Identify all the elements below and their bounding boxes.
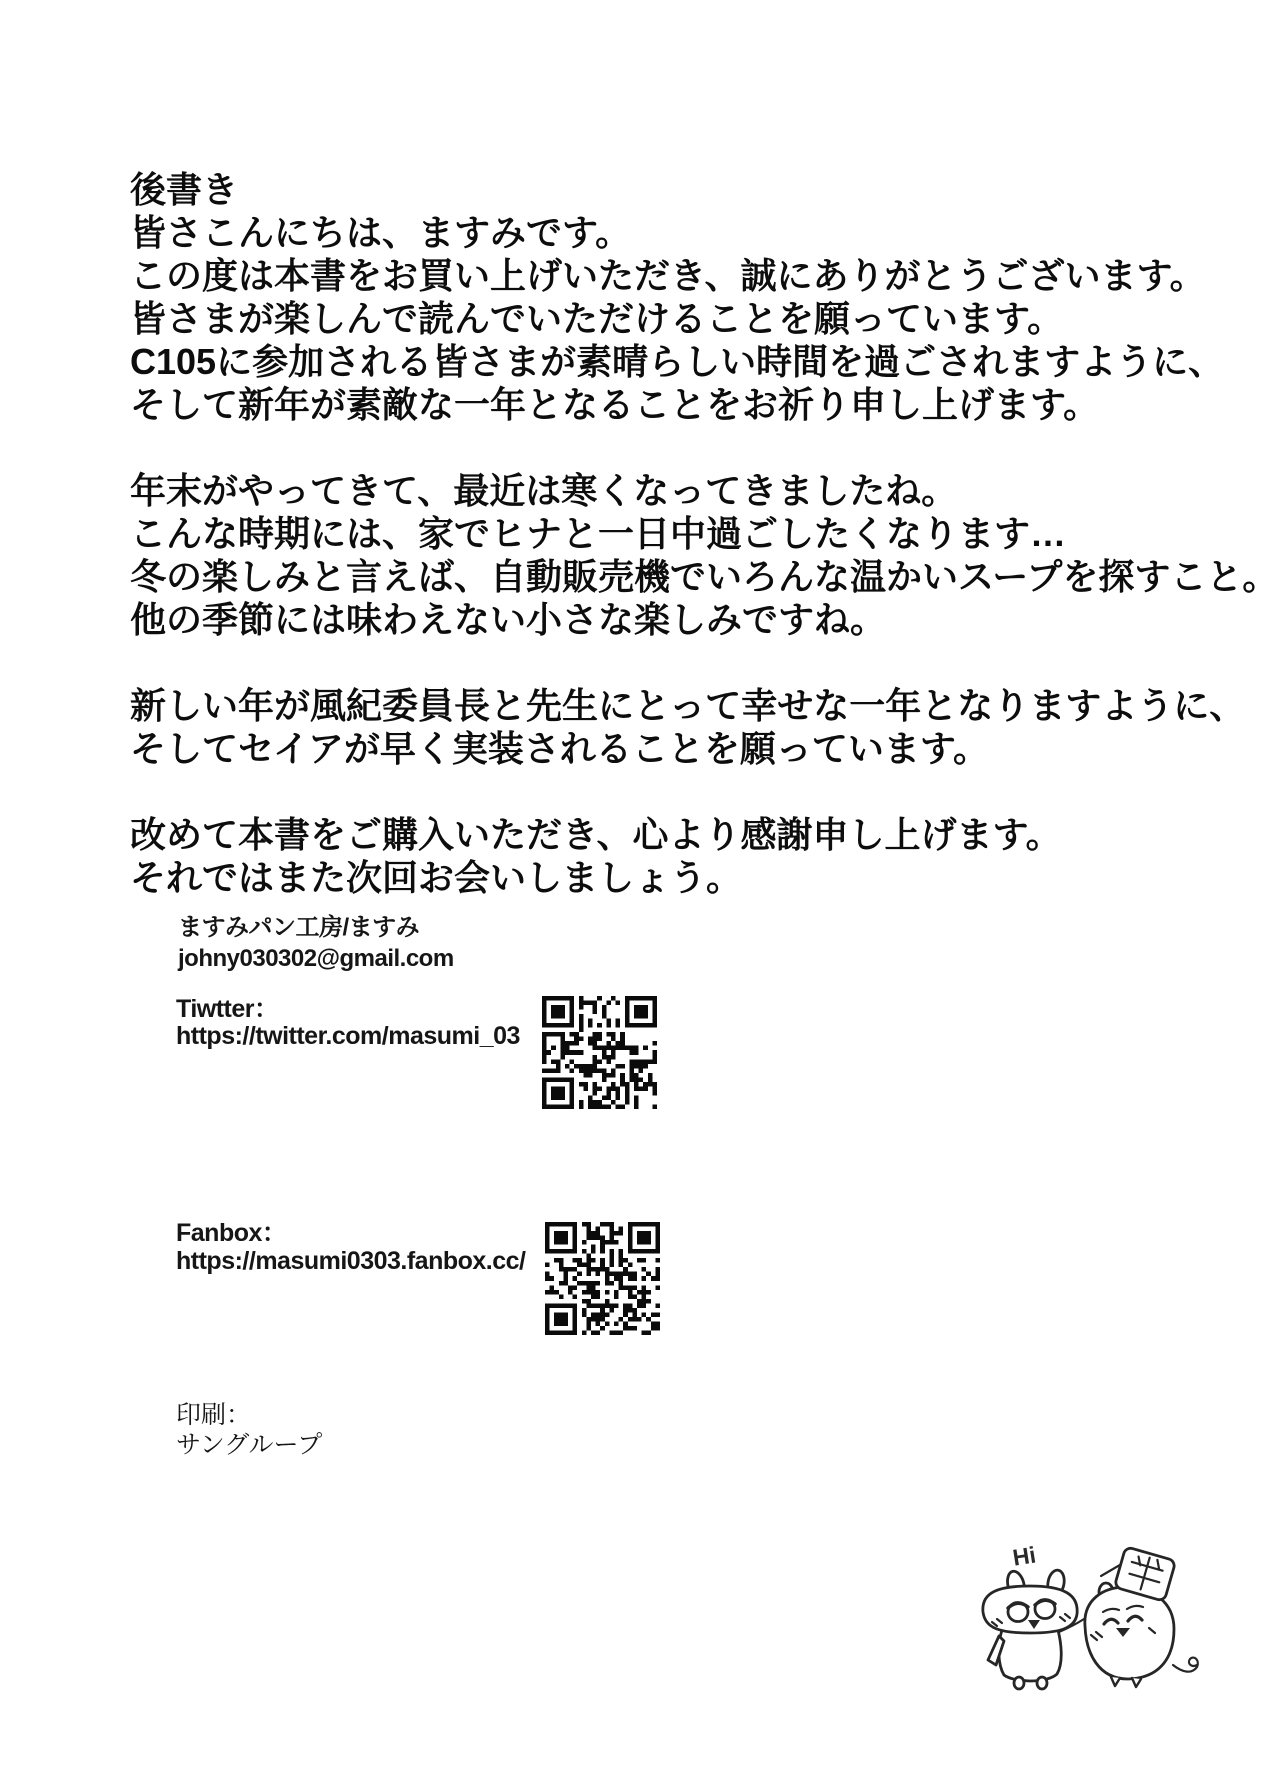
afterword-line: 皆さまが楽しんで読んでいただけることを願っています。 [130, 298, 1064, 339]
afterword-line: 他の季節には味わえない小さな楽しみですね。 [130, 599, 887, 640]
afterword-line: 冬の楽しみと言えば、自動販売機でいろんな温かいスープを探すこと。 [130, 556, 1279, 597]
afterword-text [130, 168, 1278, 942]
afterword-line: C105に参加される皆さまが素晴らしい時間を過ごされますように、 [130, 341, 1225, 382]
credits-block [178, 912, 454, 974]
hamster-mascot [1085, 1547, 1198, 1687]
twitter-qr-code [542, 996, 657, 1109]
circle-name: ますみパン工房/ますみ [178, 914, 420, 941]
printer-name: サングループ [176, 1431, 323, 1459]
twitter-label: Tiwtter： [176, 995, 279, 1023]
afterword-line: 新しい年が風紀委員長と先生にとって幸せな一年となりますように、 [130, 685, 1246, 726]
fanbox-label: Fanbox： [176, 1219, 287, 1247]
afterword-line: 改めて本書をご購入いただき、心より感謝申し上げます。 [130, 814, 1062, 855]
mascot-doodle [973, 1528, 1213, 1698]
afterword-paragraph [130, 168, 1278, 426]
afterword-title: 後書き [130, 169, 239, 210]
print-label: 印刷： [176, 1401, 252, 1429]
email-address: johny030302@gmail.com [178, 945, 454, 972]
print-block [176, 1400, 322, 1460]
afterword-line: 皆さこんにちは、ますみです。 [130, 212, 632, 253]
afterword-line: そして新年が素敵な一年となることをお祈り申し上げます。 [130, 384, 1100, 425]
afterword-paragraph [130, 813, 1278, 899]
afterword-paragraph [130, 684, 1278, 770]
afterword-line: 年末がやってきて、最近は寒くなってきましたね。 [130, 470, 958, 511]
tail [1173, 1658, 1198, 1672]
afterword-paragraph [130, 469, 1278, 641]
rabbit-mascot [983, 1569, 1084, 1689]
fanbox-block [176, 1219, 526, 1275]
fanbox-url: https://masumi0303.fanbox.cc/ [176, 1247, 526, 1275]
twitter-url: https://twitter.com/masumi_03 [176, 1022, 520, 1050]
afterword-line: こんな時期には、家でヒナと一日中過ごしたくなります… [130, 513, 1067, 554]
doodle-hi-text: Hi [1010, 1541, 1038, 1571]
afterword-line: この度は本書をお買い上げいただき、誠にありがとうございます。 [130, 255, 1206, 296]
twitter-block [176, 996, 520, 1050]
fanbox-qr-code [545, 1222, 660, 1335]
afterword-line: そしてセイアが早く実装されることを願っています。 [130, 728, 989, 769]
afterword-line: それではまた次回お会いしましょう。 [130, 857, 743, 898]
